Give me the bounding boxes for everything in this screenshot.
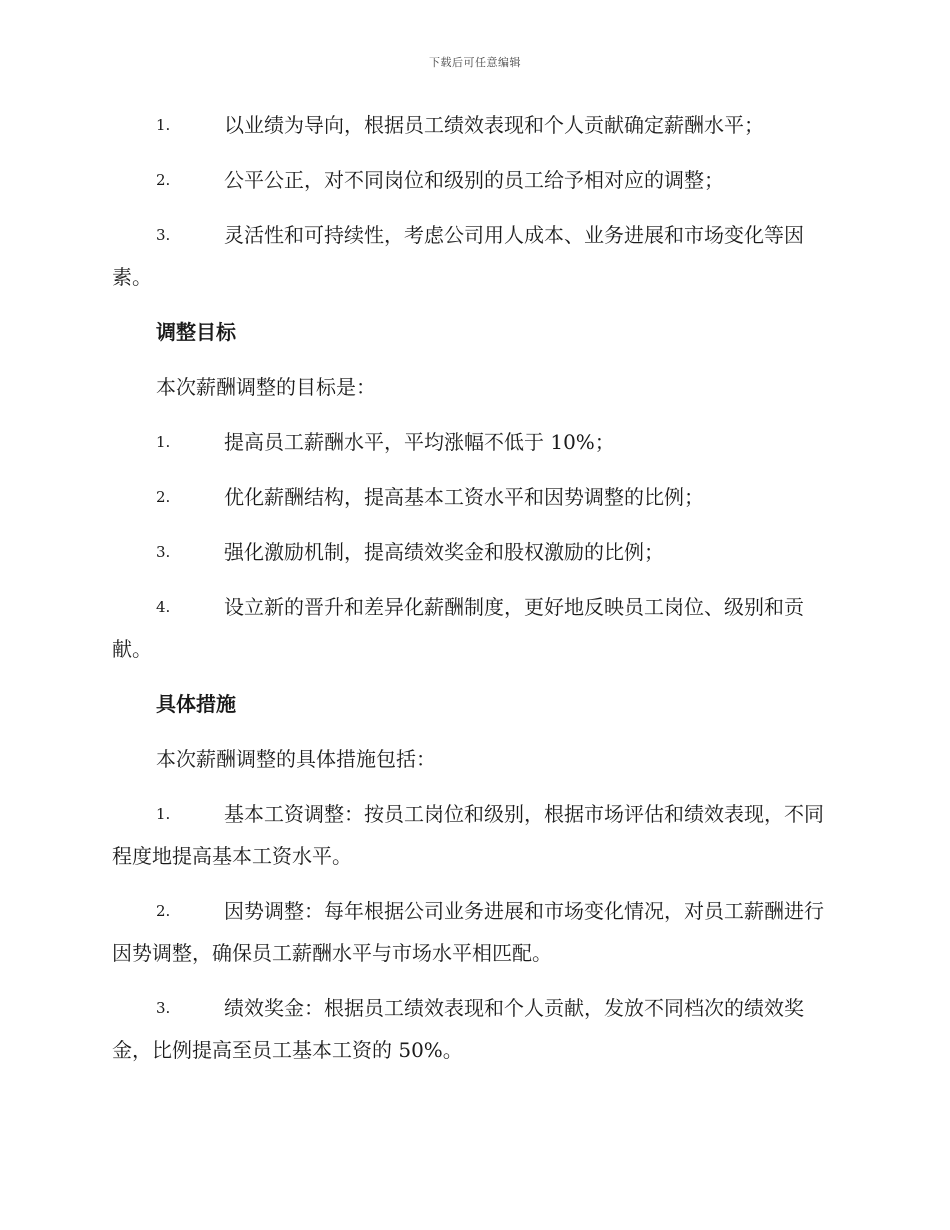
list-item [112, 793, 834, 877]
list-item [112, 104, 834, 146]
page-header: 下载后可任意编辑 [429, 56, 521, 69]
list-item [112, 214, 834, 298]
section-heading-adjustment-goals: 调整目标 [156, 320, 236, 344]
list-text: 绩效奖金：根据员工绩效表现和个人贡献，发放不同档次的绩效奖金，比例提高至员工基本工资的 50%。 [112, 996, 804, 1062]
list-item [112, 987, 834, 1071]
list-number: 3. [156, 999, 171, 1017]
list-number: 4. [156, 598, 171, 616]
list-item [112, 586, 834, 670]
list-number: 2. [156, 488, 171, 506]
list-number: 3. [156, 226, 171, 244]
list-text: 灵活性和可持续性，考虑公司用人成本、业务进展和市场变化等因素。 [112, 223, 804, 289]
list-text: 提高员工薪酬水平，平均涨幅不低于 10%； [224, 430, 615, 454]
list-number: 3. [156, 543, 171, 561]
list-number: 2. [156, 902, 171, 920]
list-text: 设立新的晋升和差异化薪酬制度，更好地反映员工岗位、级别和贡献。 [112, 595, 804, 661]
list-text: 公平公正，对不同岗位和级别的员工给予相对应的调整； [224, 168, 724, 192]
section-heading-specific-measures: 具体措施 [156, 692, 236, 716]
list-item [112, 476, 834, 518]
list-text: 优化薪酬结构，提高基本工资水平和因势调整的比例； [224, 485, 704, 509]
list-number: 1. [156, 805, 171, 823]
list-text: 强化激励机制，提高绩效奖金和股权激励的比例； [224, 540, 664, 564]
list-text: 以业绩为导向，根据员工绩效表现和个人贡献确定薪酬水平； [224, 113, 764, 137]
paragraph: 本次薪酬调整的具体措施包括： [156, 747, 436, 771]
list-text: 基本工资调整：按员工岗位和级别，根据市场评估和绩效表现，不同程度地提高基本工资水平。 [112, 802, 824, 868]
document-body [112, 104, 834, 1084]
list-item [112, 890, 834, 974]
list-item [112, 159, 834, 201]
list-number: 2. [156, 171, 171, 189]
list-item [112, 531, 834, 573]
list-text: 因势调整：每年根据公司业务进展和市场变化情况，对员工薪酬进行因势调整，确保员工薪酬水平与市场水平相匹配。 [112, 899, 824, 965]
list-number: 1. [156, 116, 171, 134]
paragraph: 本次薪酬调整的目标是： [156, 375, 376, 399]
list-number: 1. [156, 433, 171, 451]
list-item [112, 421, 834, 463]
